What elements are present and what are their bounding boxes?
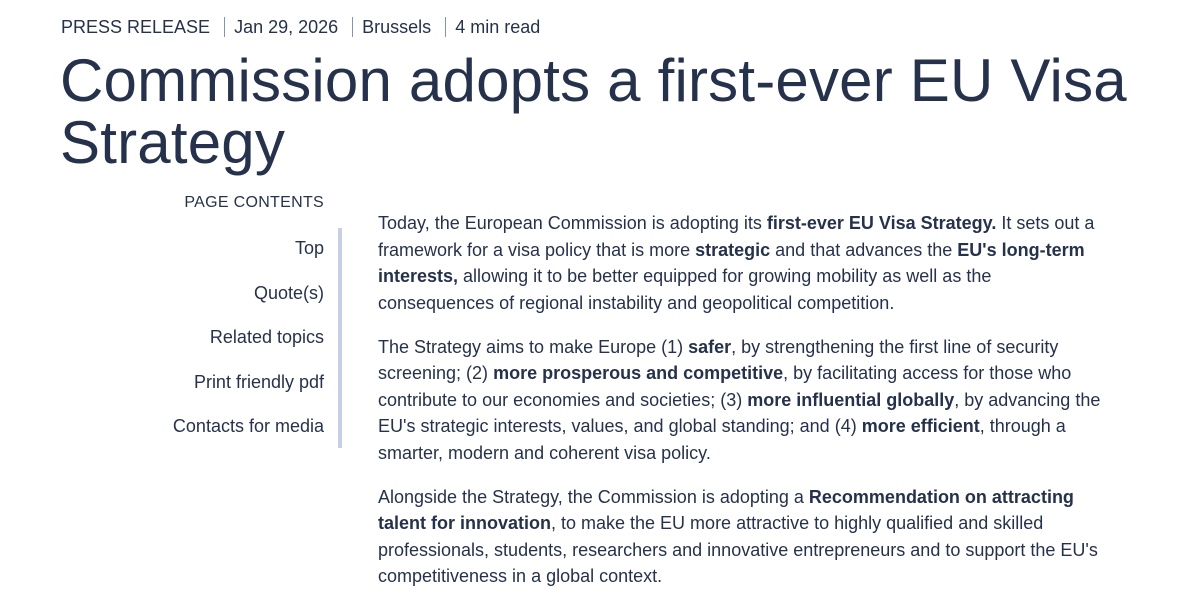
meta-separator — [445, 17, 446, 37]
bold-text: more efficient — [861, 416, 980, 436]
body-paragraph-1 — [378, 210, 1108, 316]
toc-item-related-topics[interactable]: Related topics — [209, 327, 324, 347]
read-time: 4 min read — [455, 17, 541, 37]
page-contents-nav — [173, 226, 324, 449]
toc-item-print-friendly-pdf[interactable]: Print friendly pdf — [193, 371, 324, 392]
article-body — [378, 210, 1108, 607]
text-span: Today, the European Commission is adopting its — [378, 213, 767, 233]
text-span: and that advances the — [770, 239, 958, 260]
toc-item-top[interactable]: Top — [294, 238, 324, 258]
bold-text: first-ever EU Visa Strategy. — [766, 213, 997, 233]
page-title: Commission adopts a first-ever EU Visa Strategy — [60, 47, 1127, 176]
text-span: , by strengthening the first line of security screening; (2) — [378, 336, 1059, 383]
article-type: PRESS RELEASE — [61, 17, 211, 37]
bold-text: more influential globally — [747, 389, 955, 410]
article-date: Jan 29, 2026 — [234, 17, 339, 37]
text-span: , by facilitating access for those who contribute to our economies and societies; (3) — [378, 363, 1072, 410]
text-span: , to make the EU more attractive to highly qualified and skilled professionals, students, researchers and innovative entrepreneurs and to support the EU's competitiveness in a global context. — [378, 513, 1098, 586]
text-span: It sets out a framework for a visa policy that is more — [378, 213, 1095, 260]
article-meta — [61, 16, 540, 38]
meta-separator — [224, 17, 225, 37]
meta-separator — [352, 17, 353, 37]
text-span: The Strategy aims to make Europe (1) — [378, 336, 689, 357]
bold-text: Recommendation on attracting talent for innovation — [378, 486, 1074, 533]
article-location: Brussels — [362, 17, 432, 37]
page-contents-indicator-bar — [338, 228, 342, 448]
body-paragraph-3 — [378, 484, 1108, 590]
page-contents-heading: PAGE CONTENTS — [184, 194, 324, 211]
toc-item-quotes[interactable]: Quote(s) — [253, 282, 324, 303]
toc-item-contacts-for-media[interactable]: Contacts for media — [172, 416, 324, 436]
text-span: , through a smarter, modern and coherent visa policy. — [378, 416, 1066, 463]
text-span: Alongside the Strategy, the Commission is adopting a — [378, 486, 809, 507]
bold-text: strategic — [695, 239, 771, 260]
bold-text: EU's long-term interests, — [378, 239, 1085, 286]
text-span: allowing it to be better equipped for growing mobility as well as the consequences of regional instability and geopolitical competition. — [378, 266, 992, 313]
body-paragraph-2 — [378, 334, 1108, 467]
bold-text: more prosperous and competitive — [493, 363, 784, 383]
bold-text: safer — [688, 336, 732, 357]
text-span: , by advancing the EU's strategic interests, values, and global standing; and (4) — [378, 389, 1101, 436]
